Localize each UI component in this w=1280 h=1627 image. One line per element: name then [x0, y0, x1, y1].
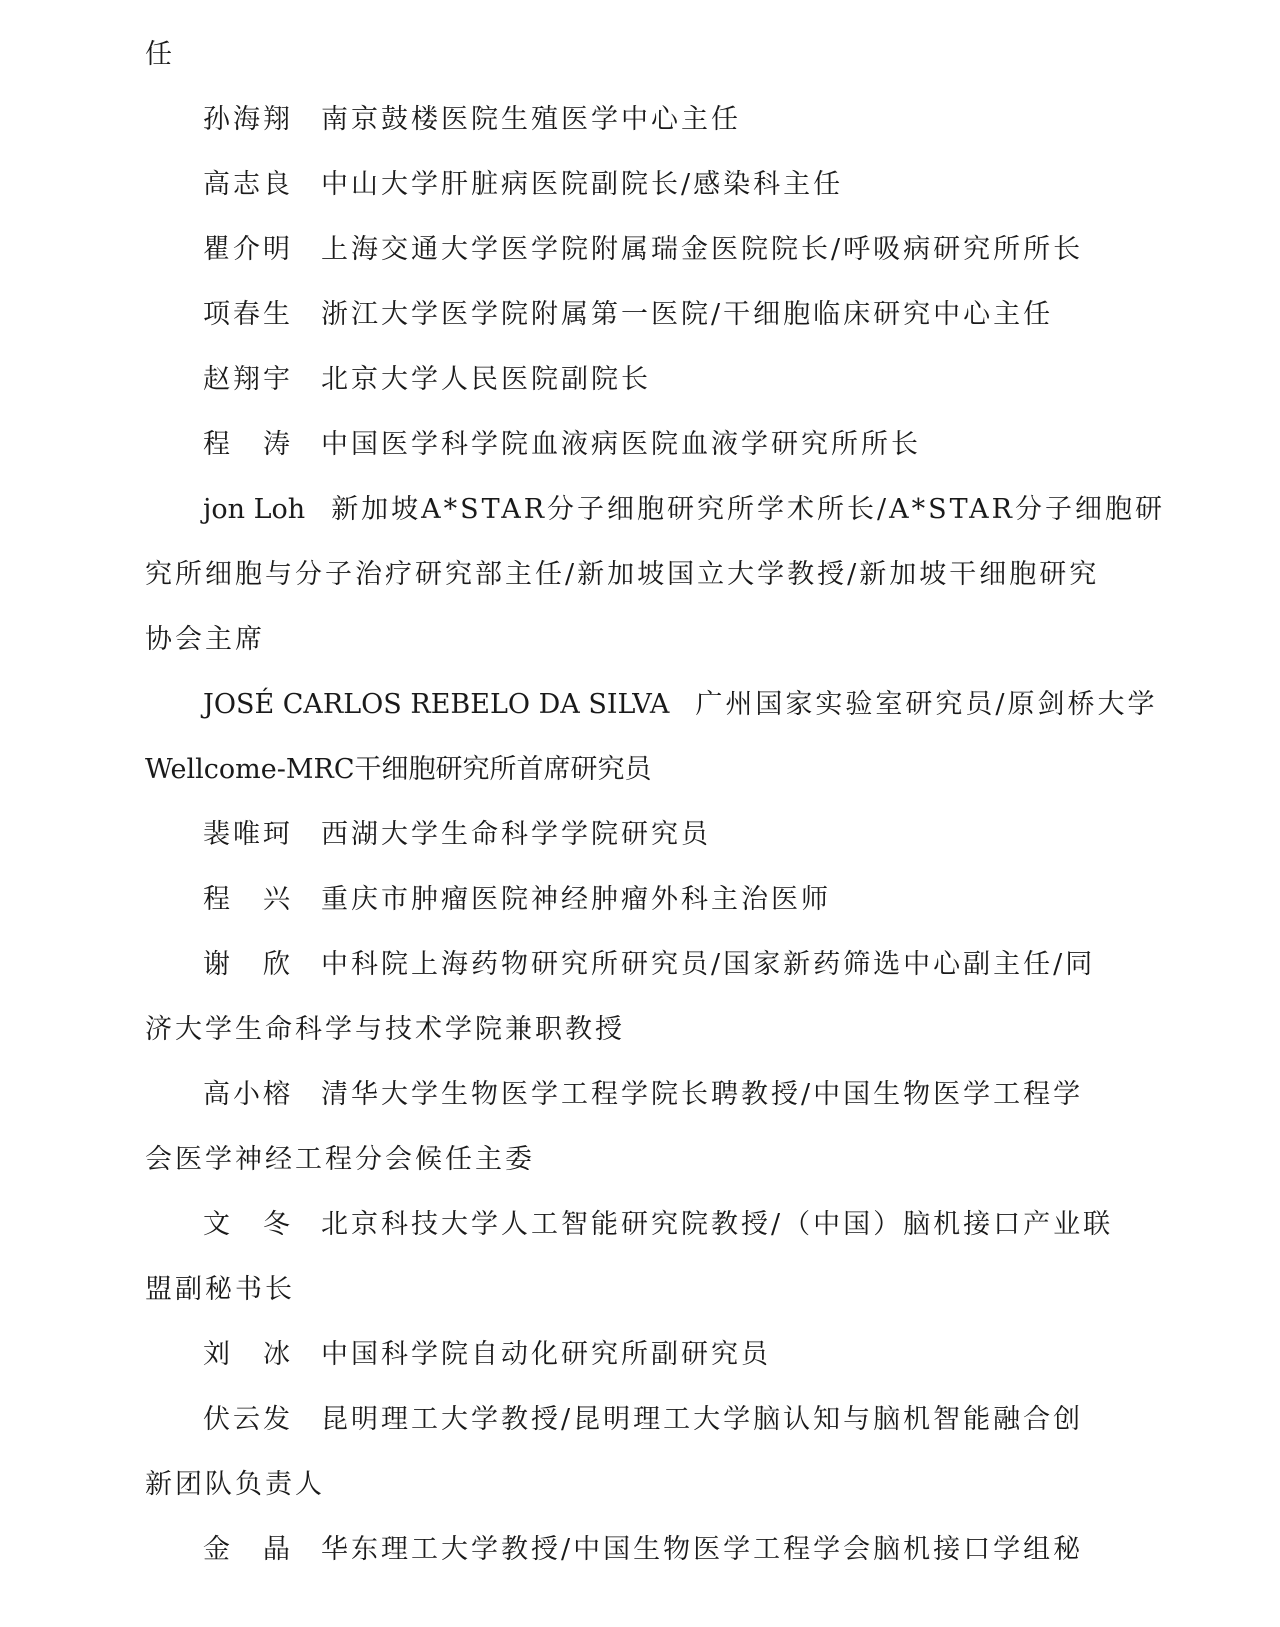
- member-title: 中科院上海药物研究所研究员/国家新药筛选中心副主任/同: [321, 949, 1096, 980]
- member-title: 浙江大学医学院附属第一医院/干细胞临床研究中心主任: [321, 299, 1054, 330]
- member-title: 上海交通大学医学院附属瑞金医院院长/呼吸病研究所所长: [321, 234, 1084, 265]
- member-name: 裴唯珂: [203, 819, 293, 850]
- line-text: Wellcome-MRC干细胞研究所首席研究员: [145, 754, 652, 785]
- continuation-line: [145, 542, 1140, 607]
- member-name: 孙海翔: [203, 104, 293, 135]
- member-title: 南京鼓楼医院生殖医学中心主任: [321, 104, 741, 135]
- member-name: 赵翔宇: [203, 364, 293, 395]
- member-name: 高小榕: [203, 1079, 293, 1110]
- member-entry: [145, 477, 1165, 542]
- line-text: 协会主席: [145, 624, 265, 655]
- member-title: 中国科学院自动化研究所副研究员: [321, 1339, 771, 1370]
- member-entry: [145, 1192, 1140, 1257]
- continuation-line: [145, 997, 1140, 1062]
- member-entry: [145, 672, 1158, 737]
- member-title: 中山大学肝脏病医院副院长/感染科主任: [321, 169, 844, 200]
- member-title: 北京大学人民医院副院长: [321, 364, 651, 395]
- line-text: 究所细胞与分子治疗研究部主任/新加坡国立大学教授/新加坡干细胞研究: [145, 559, 1100, 590]
- line-text: 济大学生命科学与技术学院兼职教授: [145, 1014, 625, 1045]
- member-entry: [145, 802, 1140, 867]
- line-text: 新团队负责人: [145, 1469, 325, 1500]
- member-title: 中国医学科学院血液病医院血液学研究所所长: [321, 429, 921, 460]
- member-title: 广州国家实验室研究员/原剑桥大学: [695, 689, 1158, 720]
- member-name: 金 晶: [203, 1534, 293, 1565]
- member-entry: [145, 1322, 1140, 1387]
- member-entry: [145, 217, 1140, 282]
- member-name: 谢 欣: [203, 949, 293, 980]
- member-entry: [145, 1387, 1140, 1452]
- member-title: 昆明理工大学教授/昆明理工大学脑认知与脑机智能融合创: [321, 1404, 1084, 1435]
- member-entry: [145, 1517, 1140, 1582]
- line-text: 会医学神经工程分会候任主委: [145, 1144, 535, 1175]
- document-line: [145, 22, 1140, 87]
- member-name: 程 涛: [203, 429, 293, 460]
- member-entry: [145, 87, 1140, 152]
- member-name: 程 兴: [203, 884, 293, 915]
- continuation-line: [145, 1127, 1140, 1192]
- continuation-line: [145, 1452, 1140, 1517]
- member-name: 刘 冰: [203, 1339, 293, 1370]
- member-entry: [145, 1062, 1140, 1127]
- member-title: 华东理工大学教授/中国生物医学工程学会脑机接口学组秘: [321, 1534, 1084, 1565]
- line-text: 任: [145, 39, 175, 70]
- member-title: 重庆市肿瘤医院神经肿瘤外科主治医师: [321, 884, 831, 915]
- member-name: 伏云发: [203, 1404, 293, 1435]
- member-entry: [145, 347, 1140, 412]
- member-entry: [145, 932, 1140, 997]
- line-text: 盟副秘书长: [145, 1274, 295, 1305]
- member-entry: [145, 282, 1140, 347]
- member-name: jon Loh: [203, 494, 306, 525]
- member-name: 文 冬: [203, 1209, 293, 1240]
- continuation-line: [145, 737, 1140, 802]
- member-title: 西湖大学生命科学学院研究员: [321, 819, 711, 850]
- member-entry: [145, 412, 1140, 477]
- member-entry: [145, 867, 1140, 932]
- member-entry: [145, 152, 1140, 217]
- member-name: 项春生: [203, 299, 293, 330]
- member-title: 清华大学生物医学工程学院长聘教授/中国生物医学工程学: [321, 1079, 1084, 1110]
- member-name: JOSÉ CARLOS REBELO DA SILVA: [203, 689, 670, 720]
- member-title: 新加坡A*STAR分子细胞研究所学术所长/A*STAR分子细胞研: [331, 494, 1165, 525]
- continuation-line: [145, 607, 1140, 672]
- continuation-line: [145, 1257, 1140, 1322]
- member-name: 瞿介明: [203, 234, 293, 265]
- member-name: 高志良: [203, 169, 293, 200]
- member-title: 北京科技大学人工智能研究院教授/（中国）脑机接口产业联: [321, 1209, 1114, 1240]
